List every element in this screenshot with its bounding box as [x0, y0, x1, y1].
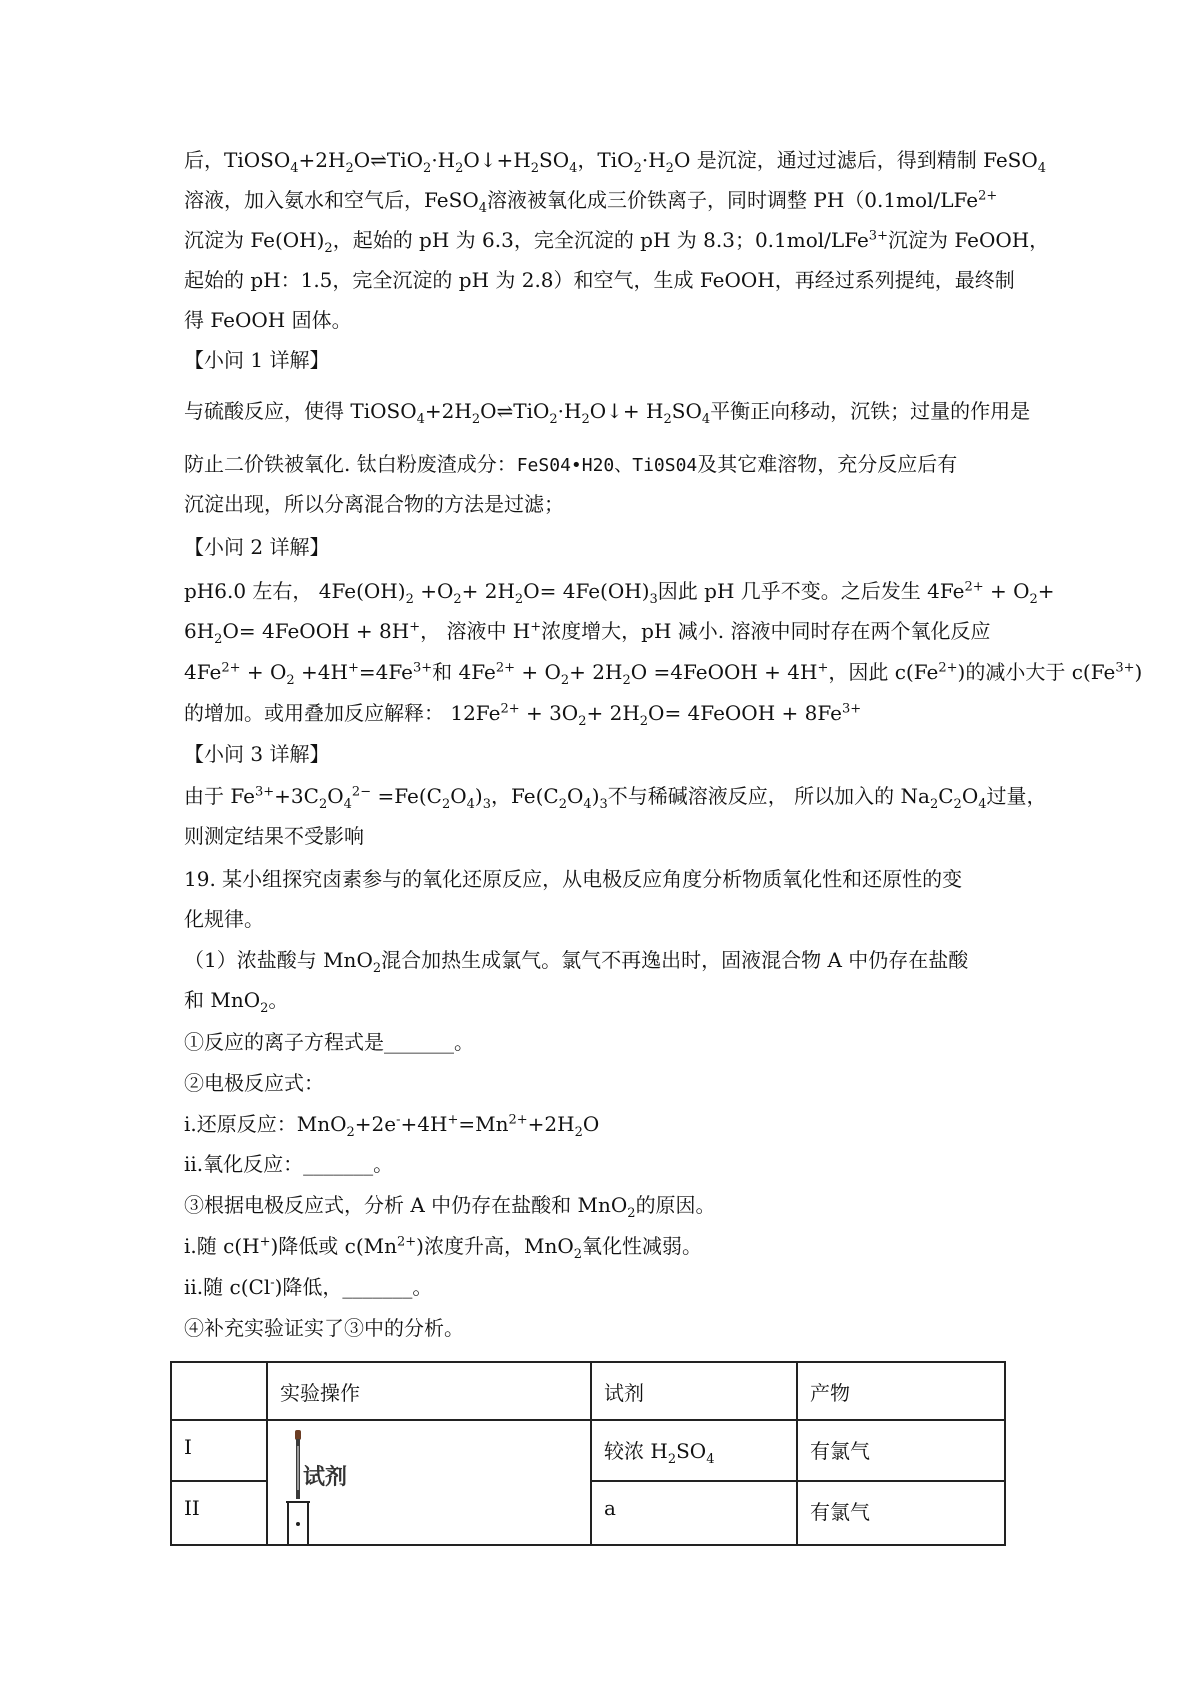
table-header-cell: 产物 — [797, 1362, 1005, 1420]
table-header-cell: 实验操作 — [267, 1362, 591, 1420]
text-line: ii.氧化反应：_______。 — [184, 1152, 394, 1176]
text-line: 沉淀出现，所以分离混合物的方法是过滤； — [184, 492, 564, 516]
text-line: 得 FeOOH 固体。 — [184, 308, 352, 332]
text-line: 则测定结果不受影响 — [184, 824, 364, 848]
sub-question: ④补充实验证实了③中的分析。 — [184, 1316, 464, 1340]
text-line: 化规律。 — [184, 907, 264, 931]
sub-question: ②电极反应式： — [184, 1071, 324, 1095]
text-line: 沉淀为 $Fe(OH)_2$，起始的 pH 为 6.3，完全沉淀的 pH 为 8.3；0.1mol/LFe$^{3+}$沉淀为 FeOOH， — [184, 228, 1050, 256]
row-id-cell: I — [171, 1420, 267, 1481]
reagent-cell: 较浓 $H_2SO_4$ — [591, 1420, 797, 1481]
table-header-cell: 试剂 — [591, 1362, 797, 1420]
text-line: $6H_2O=$ 4FeOOH + 8H+， 溶液中 H+浓度增大，pH 减小. 溶液中同时存在两个氧化反应 — [184, 619, 991, 647]
text-line: 后，$TiOSO_4+2H_2O\rightleftharpoons TiO_2\cdot H_2O↓+H_2SO_4$，$TiO_2\cdot H_2O$ 是沉淀，通过过滤后，得到精制 FeSO$_4$ — [184, 148, 1047, 176]
row-id-cell: II — [171, 1481, 267, 1545]
text-line: 溶液，加入氨水和空气后，FeSO$_4$溶液被氧化成三价铁离子，同时调整 PH（0.1mol/LFe$^{2+}$ — [184, 188, 998, 216]
text-line: 由于 $Fe^{3+}+3C_2O_4^{2-} =Fe(C_2O_4)_3$，$Fe(C_2O_4)_3$不与稀碱溶液反应， 所以加入的 $Na_2C_2O_4$过量， — [184, 784, 1047, 812]
section-heading: 【小问 2 详解】 — [184, 535, 330, 559]
text-line: （1）浓盐酸与 MnO$_2$混合加热生成氯气。氯气不再逸出时，固液混合物 A 中仍存在盐酸 — [184, 948, 969, 976]
text-line: 和 MnO$_2$。 — [184, 988, 289, 1016]
text-line: i.还原反应：$MnO_2+2e^-+4H^+=Mn^{2+}+2H_2O$ — [184, 1112, 600, 1140]
question-stem: 19. 某小组探究卤素参与的氧化还原反应，从电极反应角度分析物质氧化性和还原性的变 — [184, 867, 963, 891]
text-line: 的增加。或用叠加反应解释： $12Fe^{2+} + 3O_2+ 2H_2O=$ 4FeOOH + $8Fe^{3+}$ — [184, 701, 862, 729]
table-header-cell — [171, 1362, 267, 1420]
text-line: $4Fe^{2+} + O_2 +4H^+=4Fe^{3+}$和 $4Fe^{2+} + O_2+ 2H_2O$ =4FeOOH + 4H+，因此 $c(Fe^{2+})$的减小大于 $c(Fe^{3+})$ — [184, 660, 1143, 688]
reagent-cell: a — [591, 1481, 797, 1545]
text-line: 防止二价铁被氧化. 钛白粉废渣成分：FeS04•H20、Ti0S04及其它难溶物，充分反应后有 — [184, 452, 958, 476]
product-cell: 有氯气 — [797, 1481, 1005, 1545]
apparatus-label: 试剂 — [303, 1465, 348, 1490]
section-heading: 【小问 3 详解】 — [184, 742, 330, 766]
product-cell: 有氯气 — [797, 1420, 1005, 1481]
section-heading: 【小问 1 详解】 — [184, 348, 330, 372]
sub-question: ③根据电极反应式，分析 A 中仍存在盐酸和 MnO$_2$的原因。 — [184, 1193, 716, 1221]
text-line: 起始的 pH：1.5，完全沉淀的 pH 为 2.8）和空气，生成 FeOOH，再经过系列提纯，最终制 — [184, 268, 1015, 292]
table-header-row — [171, 1362, 1005, 1420]
text-line: ii.随 c(Cl-)降低，_______。 — [184, 1275, 433, 1299]
text-line: 与硫酸反应，使得 $TiOSO_4+2H_2O\rightleftharpoons TiO_2\cdot H_2O↓+ H_2SO_4$平衡正向移动，沉铁；过量的作用是 — [184, 399, 1031, 427]
text-line: pH6.0 左右， $4Fe(OH)_2 +O_2+ 2H_2O= 4Fe(OH)_3$因此 pH 几乎不变。之后发生 $4Fe^{2+} + O_2+$ — [184, 579, 1055, 607]
sub-question: ①反应的离子方程式是_______。 — [184, 1030, 474, 1054]
text-line: i.随 c(H+)降低或 $c(Mn^{2+})$浓度升高，MnO$_2$氧化性减弱。 — [184, 1234, 703, 1262]
